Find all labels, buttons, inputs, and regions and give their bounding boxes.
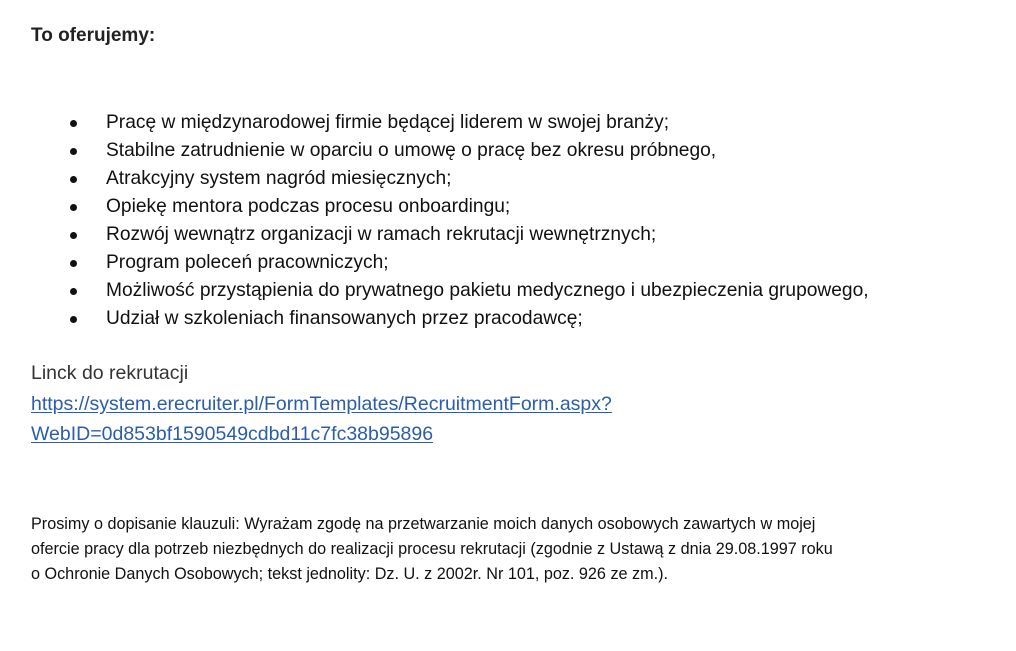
- list-item-text: Możliwość przystąpienia do prywatnego pakietu medycznego i ubezpieczenia grupowego,: [106, 280, 869, 301]
- consent-clause-line: o Ochronie Danych Osobowych; tekst jednolity: Dz. U. z 2002r. Nr 101, poz. 926 ze zm.).: [31, 565, 668, 583]
- recruitment-link-label: Linck do rekrutacji: [31, 362, 189, 384]
- consent-clause-line: Prosimy o dopisanie klauzuli: Wyrażam zgodę na przetwarzanie moich danych osobowych zawartych w mojej: [31, 515, 816, 533]
- recruitment-link-continued[interactable]: WebID=0d853bf1590549cdbd11c7fc38b95896: [31, 423, 434, 445]
- consent-clause-line: ofercie pracy dla potrzeb niezbędnych do realizacji procesu rekrutacji (zgodnie z Ustawą z dnia 29.08.1997 roku: [31, 540, 833, 558]
- consent-clause: [31, 512, 986, 587]
- section-heading: To oferujemy:: [31, 25, 156, 46]
- bullet-icon: [70, 316, 77, 323]
- list-item-text: Pracę w międzynarodowej firmie będącej liderem w swojej branży;: [106, 112, 670, 133]
- bullet-icon: [70, 260, 77, 267]
- bullet-icon: [70, 176, 77, 183]
- list-item-text: Atrakcyjny system nagród miesięcznych;: [106, 168, 452, 189]
- bullet-icon: [70, 204, 77, 211]
- bullet-icon: [70, 288, 77, 295]
- bullet-icon: [70, 148, 77, 155]
- list-item-text: Opiekę mentora podczas procesu onboardingu;: [106, 196, 511, 217]
- list-item-text: Stabilne zatrudnienie w oparciu o umowę o pracę bez okresu próbnego,: [106, 140, 717, 161]
- bullet-icon: [70, 120, 77, 127]
- recruitment-link[interactable]: https://system.erecruiter.pl/FormTemplates/RecruitmentForm.aspx?: [31, 393, 612, 415]
- bullet-icon: [70, 232, 77, 239]
- list-item-text: Program poleceń pracowniczych;: [106, 252, 389, 273]
- list-item-text: Rozwój wewnątrz organizacji w ramach rekrutacji wewnętrznych;: [106, 224, 657, 245]
- list-item-text: Udział w szkoleniach finansowanych przez pracodawcę;: [106, 308, 583, 329]
